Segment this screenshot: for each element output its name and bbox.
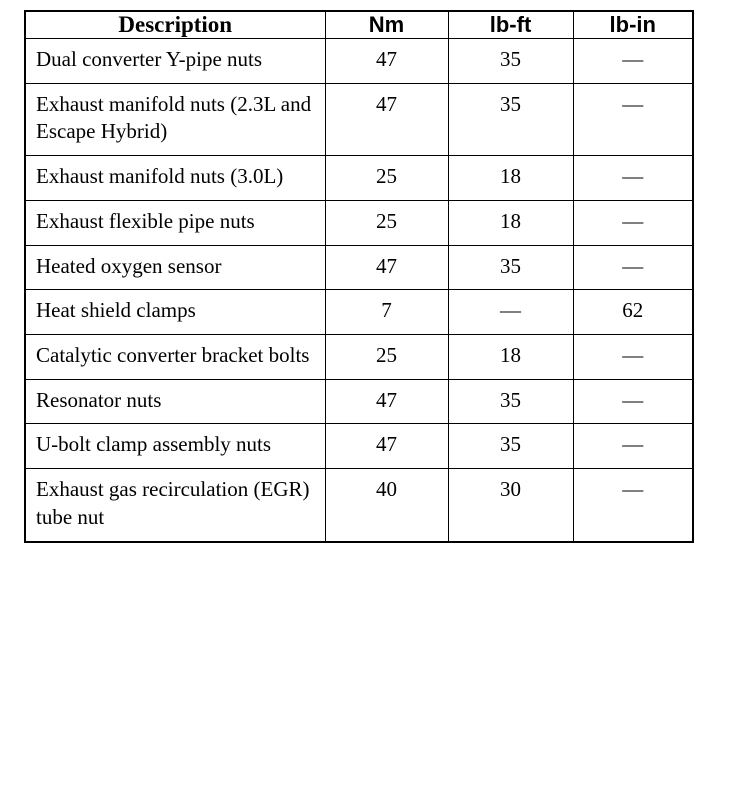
cell-description: Exhaust flexible pipe nuts [25, 200, 325, 245]
cell-lbin: 62 [573, 290, 693, 335]
cell-description: U-bolt clamp assembly nuts [25, 424, 325, 469]
table-row [25, 39, 693, 84]
cell-lbin: — [573, 39, 693, 84]
table-row [25, 424, 693, 469]
cell-lbft: 18 [448, 200, 573, 245]
cell-lbin: — [573, 200, 693, 245]
cell-nm: 25 [325, 156, 448, 201]
cell-nm: 47 [325, 83, 448, 155]
cell-description: Dual converter Y-pipe nuts [25, 39, 325, 84]
torque-specifications-table [24, 10, 694, 543]
table-row [25, 200, 693, 245]
cell-lbft: 30 [448, 469, 573, 542]
cell-description: Heated oxygen sensor [25, 245, 325, 290]
cell-lbin: — [573, 424, 693, 469]
cell-nm: 40 [325, 469, 448, 542]
cell-lbft: — [448, 290, 573, 335]
cell-lbin: — [573, 83, 693, 155]
table-row [25, 469, 693, 542]
table-row [25, 379, 693, 424]
cell-nm: 25 [325, 200, 448, 245]
cell-lbft: 35 [448, 379, 573, 424]
cell-nm: 47 [325, 245, 448, 290]
cell-nm: 47 [325, 424, 448, 469]
cell-nm: 47 [325, 39, 448, 84]
column-header-lbin: lb-in [573, 11, 693, 39]
table-header-row [25, 11, 693, 39]
column-header-nm: Nm [325, 11, 448, 39]
cell-nm: 7 [325, 290, 448, 335]
cell-lbft: 18 [448, 156, 573, 201]
cell-description: Exhaust manifold nuts (3.0L) [25, 156, 325, 201]
table-row [25, 156, 693, 201]
table-row [25, 83, 693, 155]
cell-lbft: 35 [448, 39, 573, 84]
cell-description: Exhaust manifold nuts (2.3L and Escape Hybrid) [25, 83, 325, 155]
cell-lbft: 35 [448, 424, 573, 469]
table-row [25, 245, 693, 290]
cell-lbin: — [573, 156, 693, 201]
table-header [25, 11, 693, 39]
table-body [25, 39, 693, 542]
cell-lbin: — [573, 469, 693, 542]
column-header-description: Description [25, 11, 325, 39]
cell-lbft: 35 [448, 245, 573, 290]
cell-lbin: — [573, 379, 693, 424]
cell-lbin: — [573, 335, 693, 380]
cell-lbft: 35 [448, 83, 573, 155]
column-header-lbft: lb-ft [448, 11, 573, 39]
cell-description: Catalytic converter bracket bolts [25, 335, 325, 380]
table-row [25, 335, 693, 380]
cell-description: Heat shield clamps [25, 290, 325, 335]
cell-lbft: 18 [448, 335, 573, 380]
cell-lbin: — [573, 245, 693, 290]
cell-description: Resonator nuts [25, 379, 325, 424]
cell-description: Exhaust gas recirculation (EGR) tube nut [25, 469, 325, 542]
cell-nm: 25 [325, 335, 448, 380]
table-row [25, 290, 693, 335]
cell-nm: 47 [325, 379, 448, 424]
